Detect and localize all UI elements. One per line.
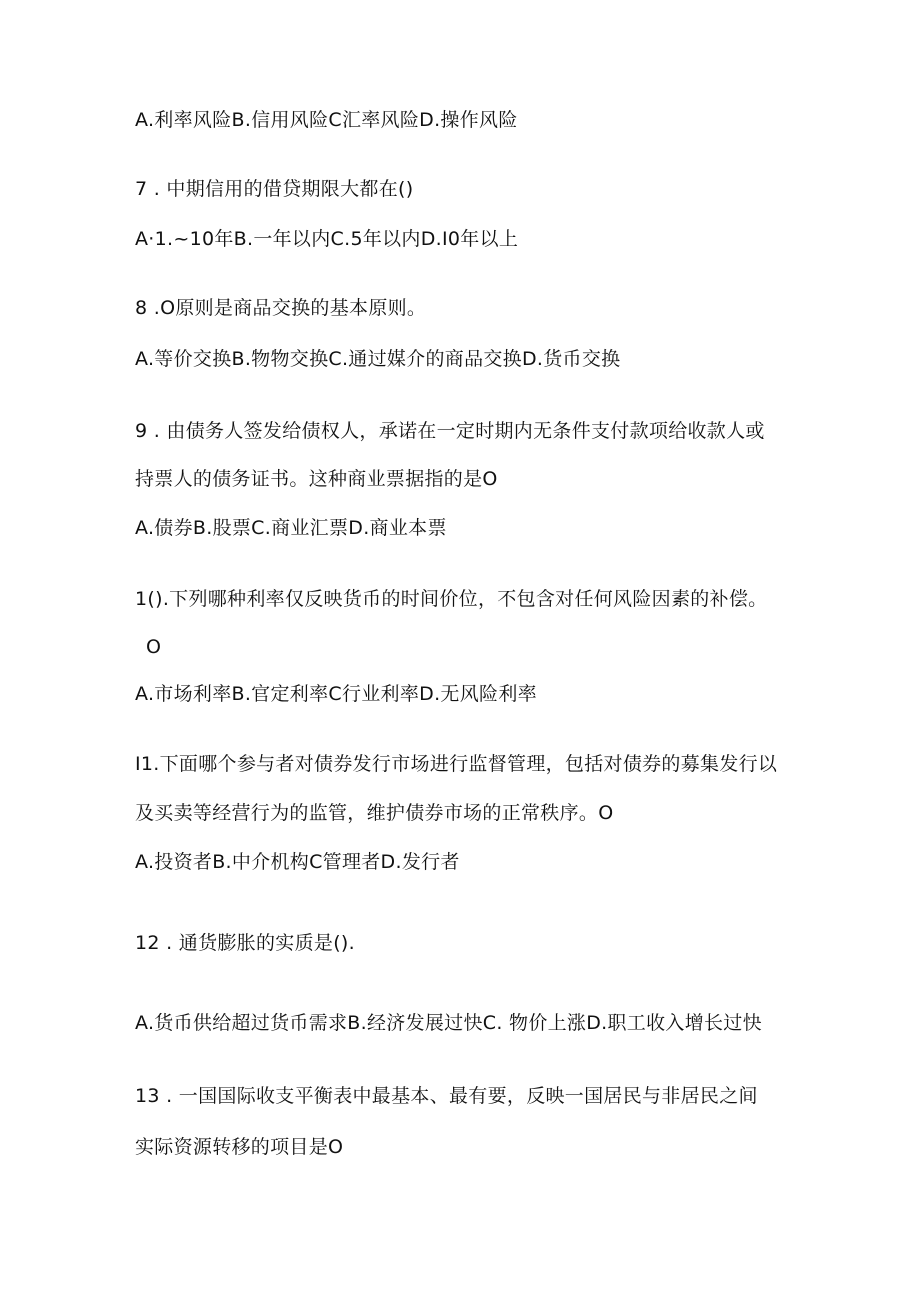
options-question-11: A.投资者B.中介机构C管理者D.发行者 <box>135 851 460 873</box>
question-8: 8 .O原则是商品交换的基本原则。 <box>135 297 427 319</box>
question-13-line-2: 实际资源转移的项目是O <box>135 1136 344 1158</box>
question-11-line-1: I1.下面哪个参与者对债券发行市场进行监督管理，包括对债券的募集发行以 <box>135 753 778 775</box>
question-12: 12 . 通货膨胀的实质是(). <box>135 932 355 954</box>
question-10: 1().下列哪种利率仅反映货币的时间价位，不包含对任何风险因素的补偿。 <box>135 588 768 610</box>
options-question-6: A.利率风险B.信用风险C汇率风险D.操作风险 <box>135 109 518 131</box>
question-9-line-1: 9 . 由债务人签发给债权人，承诺在一定时期内无条件支付款项给收款人或 <box>135 420 765 442</box>
options-question-7: A·1.~10年B.一年以内C.5年以内D.I0年以上 <box>135 228 519 250</box>
question-11-line-2: 及买卖等经营行为的监管，维护债券市场的正常秩序。O <box>135 802 614 824</box>
question-10-blank: O <box>146 636 162 658</box>
options-question-12: A.货币供给超过货币需求B.经济发展过快C. 物价上涨D.职工收入增长过快 <box>135 1012 762 1034</box>
question-13-line-1: 13 . 一国国际收支平衡表中最基本、最有要，反映一国居民与非居民之间 <box>135 1085 758 1107</box>
options-question-9: A.债券B.股票C.商业汇票D.商业本票 <box>135 517 447 539</box>
options-question-10: A.市场利率B.官定利率C行业利率D.无风险利率 <box>135 683 537 705</box>
options-question-8: A.等价交换B.物物交换C.通过媒介的商品交换D.货币交换 <box>135 348 621 370</box>
question-9-line-2: 持票人的债务证书。这种商业票据指的是O <box>135 468 498 490</box>
question-7: 7 . 中期信用的借贷期限大都在() <box>135 178 414 200</box>
